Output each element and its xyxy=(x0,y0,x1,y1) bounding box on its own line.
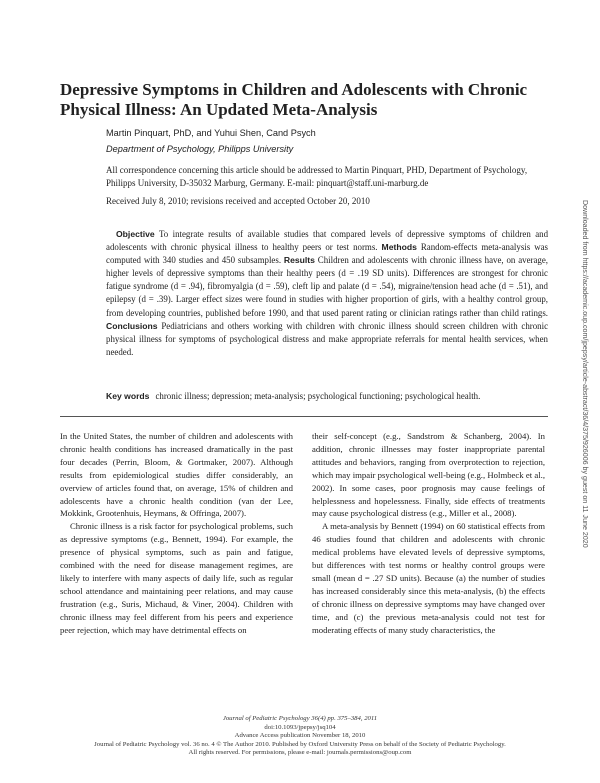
journal-footer xyxy=(0,715,600,758)
correspondence-note: All correspondence concerning this article should be addressed to Martin Pinquart, PHD, Department of Psychology, Philipps University, D-35032 Marburg, Germany. E-mail: pinquart@staff.uni-marburg.de xyxy=(106,165,528,188)
author-line: Martin Pinquart, PhD, and Yuhui Shen, Cand Psych xyxy=(106,128,316,138)
body-column-right xyxy=(312,430,545,637)
footer-doi: doi:10.1093/jpepsy/jsq104 xyxy=(264,723,336,731)
received-dates: Received July 8, 2010; revisions received and accepted October 20, 2010 xyxy=(106,196,370,206)
abstract-objective-label: Objective xyxy=(116,229,155,239)
footer-advance-access: Advance Access publication November 18, 2010 xyxy=(234,732,366,740)
keywords-label: Key words xyxy=(106,391,150,401)
abstract xyxy=(106,228,548,359)
abstract-objective-text: To integrate results of available studies that compared levels of depressive symptoms of children and adolescents with chronic physical illness to healthy peers or test norms. xyxy=(106,229,549,253)
footer-permissions: All rights reserved. For permissions, please e-mail: journals.permissions@oup.com xyxy=(188,749,412,757)
affiliation: Department of Psychology, Philipps University xyxy=(106,144,294,154)
body-paragraph: Chronic illness is a risk factor for psychological problems, such as depressive symptoms (e.g., Bennett, 1994). For example, the presence of physical symptoms, such as pain and fatigue, combined with the need for disease management regimes, are likely to interfere with many aspects of daily life, such as regular school attendance and maintaining peer relations, and may cause frustration (e.g., Suris, Michaud, & Viner, 2004). Children with chronic illness may feel different from his peers and experience peer rejection, which may have detrimental effects on xyxy=(60,521,293,635)
keywords xyxy=(106,391,548,401)
abstract-conclusions-text: Pediatricians and others working with children with chronic illness should screen children with chronic physical illness for symptoms of psychological distress and make appropriate referrals for mental health services, when needed. xyxy=(106,320,549,357)
abstract-methods-label: Methods xyxy=(381,242,417,253)
body-column-left xyxy=(60,430,293,637)
abstract-results-text: Children and adolescents with chronic illness have, on average, higher levels of depressive symptoms than their healthy peers (d = .19 SD units). Differences are strongest for chronic fatigue syndrome (d = .94), fibromyalgia (d = .59), cleft lip and palate (d = .54), migraine/tension head ache (d = .51), and epilepsy (d = .39). Larger effect sizes were found in studies with higher proportion of girls, with a healthy control group, from developing countries, published before 1990, and that used parent rating or clinician ratings rather than child ratings. xyxy=(106,255,548,318)
abstract-conclusions-label: Conclusions xyxy=(106,320,158,331)
abstract-methods-text: Random-effects meta-analysis was computed with 340 studies and 450 subsamples. xyxy=(106,242,549,266)
article-title: Depressive Symptoms in Children and Adolescents with Chronic Physical Illness: An Updated Meta-Analysis xyxy=(60,80,528,119)
download-watermark: Downloaded from https://academic.oup.com/jpepsy/article-abstract/36/4/375/926006 by guest on 11 June 2020 xyxy=(581,200,589,548)
section-divider xyxy=(60,416,548,417)
keywords-text: chronic illness; depression; meta-analysis; psychological functioning; psychological health. xyxy=(155,391,481,401)
body-paragraph: A meta-analysis by Bennett (1994) on 60 statistical effects from 46 studies found that children and adolescents with chronic medical problems have elevated levels of depressive symptoms, but differences with test norms or healthy control groups were small (mean d = .27 SD units). Because (a) the number of studies has increased considerably since this meta-analysis, (b) the effects of chronic illness on depressive symptoms may have changed over time, and (c) the previous meta-analysis could not test for moderating effects of many study characteristics, the xyxy=(312,521,545,635)
abstract-results-label: Results xyxy=(283,255,315,266)
footer-copyright: Journal of Pediatric Psychology vol. 36 no. 4 © The Author 2010. Published by Oxford University Press on behalf of the Society of Pediatric Psychology. xyxy=(94,740,506,748)
footer-citation: Journal of Pediatric Psychology 36(4) pp. 375–384, 2011 xyxy=(222,715,378,722)
body-paragraph: In the United States, the number of children and adolescents with chronic health conditions has increased dramatically in the past four decades (Perrin, Bloom, & Gortmaker, 2007). Although results from epidemiological studies differ considerably, an overview of articles found that, on average, 15% of children and adolescents have a chronic health condition (van der Lee, Mokkink, Grootenhuis, Heymans, & Offringa, 2007). xyxy=(60,431,293,519)
body-paragraph: their self-concept (e.g., Sandstrom & Schanberg, 2004). In addition, chronic illnesses may foster inappropriate parental attitudes and behaviors, ranging from overprotection to rejection, which may impair psychological well-being (e.g., Holmbeck et al., 2002). In some cases, poor prognosis may cause feelings of helplessness and hopelessness. Finally, side effects of treatments may cause psychological distress (e.g., Miller et al., 2008). xyxy=(312,431,545,519)
